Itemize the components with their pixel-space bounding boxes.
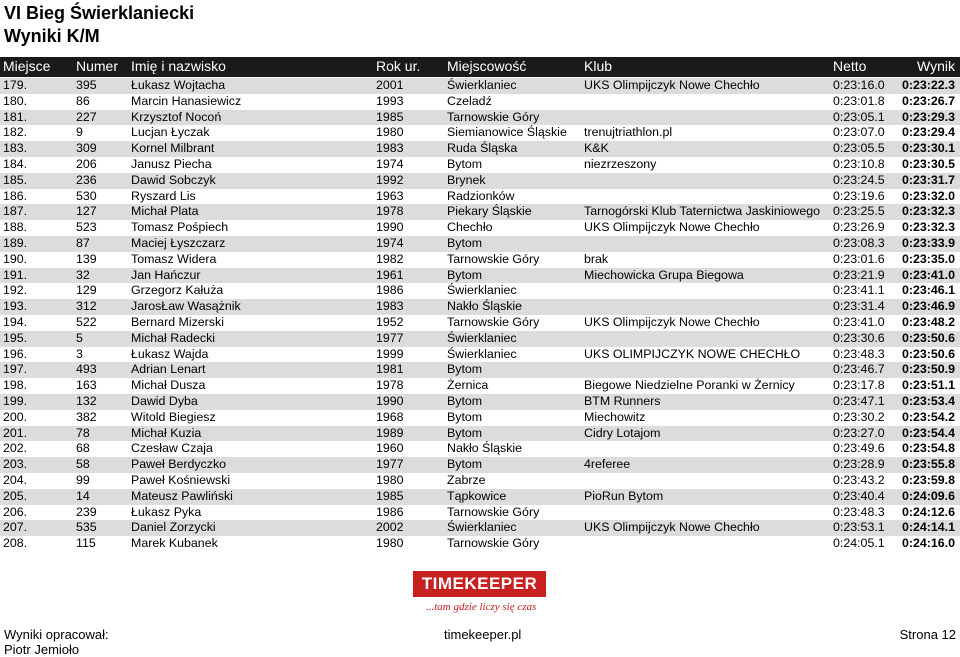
cell-miejsce: 199.: [3, 393, 28, 408]
cell-miejscowosc: Świerklaniec: [447, 346, 517, 361]
cell-imie: Tomasz Widera: [131, 251, 217, 266]
cell-wynik: 0:23:32.3: [901, 220, 955, 235]
table-row: [0, 220, 960, 236]
cell-miejscowosc: Tarnowskie Góry: [447, 109, 540, 124]
cell-miejscowosc: Tarnowskie Góry: [447, 536, 540, 551]
cell-rok: 1990: [376, 393, 404, 408]
cell-numer: 127: [76, 204, 97, 219]
cell-miejsce: 187.: [3, 204, 28, 219]
cell-klub: UKS Olimpijczyk Nowe Chechło: [584, 220, 760, 235]
cell-wynik: 0:23:30.1: [901, 141, 955, 156]
table-row: [0, 236, 960, 252]
cell-imie: Bernard Mizerski: [131, 314, 224, 329]
cell-numer: 129: [76, 283, 97, 298]
cell-netto: 0:23:24.5: [833, 172, 885, 187]
cell-numer: 395: [76, 78, 97, 92]
cell-numer: 522: [76, 314, 97, 329]
cell-wynik: 0:23:26.7: [901, 93, 955, 108]
table-row: [0, 426, 960, 442]
cell-rok: 1978: [376, 204, 404, 219]
cell-klub: UKS Olimpijczyk Nowe Chechło: [584, 78, 760, 92]
cell-miejsce: 185.: [3, 172, 28, 187]
cell-imie: Mateusz Pawliński: [131, 488, 233, 503]
cell-miejscowosc: Tarnowskie Góry: [447, 314, 540, 329]
table-row: [0, 268, 960, 284]
cell-netto: 0:24:05.1: [833, 536, 885, 551]
cell-imie: Michał Plata: [131, 204, 199, 219]
cell-imie: Łukasz Pyka: [131, 504, 202, 519]
cell-miejscowosc: Żernica: [447, 378, 489, 393]
cell-miejsce: 196.: [3, 346, 28, 361]
cell-rok: 1986: [376, 504, 404, 519]
cell-miejsce: 192.: [3, 283, 28, 298]
table-row: [0, 283, 960, 299]
cell-numer: 382: [76, 409, 97, 424]
cell-miejsce: 198.: [3, 378, 28, 393]
col-header-miejsce: Miejsce: [3, 58, 51, 74]
cell-numer: 58: [76, 457, 90, 472]
cell-netto: 0:23:17.8: [833, 378, 885, 393]
cell-netto: 0:23:43.2: [833, 472, 885, 487]
cell-wynik: 0:23:48.2: [901, 314, 955, 329]
cell-miejsce: 194.: [3, 314, 28, 329]
table-row: [0, 473, 960, 489]
cell-netto: 0:23:07.0: [833, 125, 885, 140]
cell-miejsce: 203.: [3, 457, 28, 472]
table-row: [0, 315, 960, 331]
cell-netto: 0:23:41.0: [833, 314, 885, 329]
cell-miejsce: 200.: [3, 409, 28, 424]
cell-rok: 1952: [376, 314, 404, 329]
table-row: [0, 252, 960, 268]
cell-miejsce: 182.: [3, 125, 28, 140]
cell-klub: Biegowe Niedzielne Poranki w Żernicy: [584, 378, 795, 393]
col-header-numer: Numer: [76, 58, 119, 74]
cell-numer: 139: [76, 251, 97, 266]
col-header-klub: Klub: [584, 58, 613, 74]
cell-netto: 0:23:30.2: [833, 409, 885, 424]
cell-wynik: 0:23:54.8: [901, 441, 955, 456]
footer-prepared-by: Piotr Jemioło: [4, 642, 80, 657]
cell-rok: 1980: [376, 125, 404, 140]
table-row: [0, 299, 960, 315]
cell-miejsce: 193.: [3, 299, 28, 314]
table-row: [0, 536, 960, 552]
cell-netto: 0:23:25.5: [833, 204, 885, 219]
cell-wynik: 0:23:51.1: [901, 378, 955, 393]
cell-miejscowosc: Bytom: [447, 425, 483, 440]
cell-rok: 2001: [376, 78, 404, 92]
cell-klub: 4referee: [584, 457, 631, 472]
cell-imie: Kornel Milbrant: [131, 141, 215, 156]
cell-miejsce: 206.: [3, 504, 28, 519]
cell-numer: 87: [76, 235, 90, 250]
cell-miejsce: 201.: [3, 425, 28, 440]
cell-numer: 163: [76, 378, 97, 393]
cell-netto: 0:23:31.4: [833, 299, 885, 314]
cell-numer: 132: [76, 393, 97, 408]
cell-wynik: 0:23:55.8: [901, 457, 955, 472]
cell-miejscowosc: Świerklaniec: [447, 283, 517, 298]
cell-imie: Dawid Dyba: [131, 393, 198, 408]
cell-numer: 236: [76, 172, 97, 187]
cell-klub: PioRun Bytom: [584, 488, 664, 503]
cell-netto: 0:23:10.8: [833, 156, 885, 171]
cell-wynik: 0:23:41.0: [901, 267, 955, 282]
cell-klub: K&K: [584, 141, 609, 156]
cell-numer: 9: [76, 125, 83, 140]
cell-rok: 1974: [376, 235, 404, 250]
cell-rok: 1968: [376, 409, 404, 424]
cell-miejscowosc: Świerklaniec: [447, 520, 517, 535]
cell-rok: 1999: [376, 346, 404, 361]
cell-numer: 535: [76, 520, 97, 535]
cell-wynik: 0:23:22.3: [901, 78, 955, 92]
cell-miejscowosc: Radzionków: [447, 188, 515, 203]
cell-numer: 78: [76, 425, 90, 440]
cell-rok: 1982: [376, 251, 404, 266]
cell-netto: 0:23:49.6: [833, 441, 885, 456]
cell-netto: 0:23:41.1: [833, 283, 885, 298]
cell-rok: 1985: [376, 109, 404, 124]
cell-imie: Paweł Kośniewski: [131, 472, 231, 487]
table-row: [0, 394, 960, 410]
cell-wynik: 0:23:31.7: [901, 172, 955, 187]
cell-klub: Tarnogórski Klub Taternictwa Jaskiniowego: [584, 204, 821, 219]
table-row: [0, 520, 960, 536]
table-row: [0, 378, 960, 394]
cell-imie: Michał Dusza: [131, 378, 206, 393]
col-header-miejscowosc: Miejscowość: [447, 58, 527, 74]
cell-klub: UKS Olimpijczyk Nowe Chechło: [584, 520, 760, 535]
cell-imie: Michał Kuzia: [131, 425, 202, 440]
cell-wynik: 0:23:50.6: [901, 330, 955, 345]
cell-miejsce: 208.: [3, 536, 28, 551]
cell-numer: 523: [76, 220, 97, 235]
cell-netto: 0:23:01.6: [833, 251, 885, 266]
cell-miejsce: 181.: [3, 109, 28, 124]
timekeeper-logo: [413, 571, 546, 597]
cell-rok: 1989: [376, 425, 404, 440]
cell-rok: 1978: [376, 378, 404, 393]
cell-miejscowosc: Tarnowskie Góry: [447, 251, 540, 266]
cell-miejscowosc: Bytom: [447, 393, 483, 408]
cell-miejscowosc: Brynek: [447, 172, 486, 187]
cell-klub: niezrzeszony: [584, 156, 657, 171]
cell-miejsce: 207.: [3, 520, 28, 535]
cell-netto: 0:23:53.1: [833, 520, 885, 535]
cell-miejscowosc: Bytom: [447, 362, 483, 377]
cell-miejscowosc: Świerklaniec: [447, 330, 517, 345]
cell-numer: 32: [76, 267, 90, 282]
cell-numer: 5: [76, 330, 83, 345]
cell-rok: 1961: [376, 267, 404, 282]
logo-text: TIMEKEEPER: [421, 574, 538, 593]
results-table: [0, 78, 960, 552]
cell-numer: 239: [76, 504, 97, 519]
cell-klub: brak: [584, 251, 609, 266]
cell-wynik: 0:23:29.4: [901, 125, 955, 140]
table-row: [0, 141, 960, 157]
col-header-netto: Netto: [833, 58, 867, 74]
cell-netto: 0:23:40.4: [833, 488, 885, 503]
cell-miejscowosc: Siemianowice Śląskie: [447, 125, 567, 140]
cell-rok: 1960: [376, 441, 404, 456]
cell-miejsce: 189.: [3, 235, 28, 250]
cell-numer: 227: [76, 109, 97, 124]
col-header-wynik: Wynik: [917, 58, 955, 74]
cell-miejscowosc: Ruda Śląska: [447, 141, 518, 156]
cell-rok: 1992: [376, 172, 404, 187]
cell-numer: 14: [76, 488, 90, 503]
cell-netto: 0:23:05.1: [833, 109, 885, 124]
cell-wynik: 0:24:09.6: [901, 488, 955, 503]
cell-imie: Jan Hańczur: [131, 267, 201, 282]
cell-rok: 1980: [376, 472, 404, 487]
table-row: [0, 157, 960, 173]
cell-netto: 0:23:08.3: [833, 235, 885, 250]
cell-netto: 0:23:01.8: [833, 93, 885, 108]
cell-miejscowosc: Nakło Śląskie: [447, 299, 523, 314]
table-row: [0, 78, 960, 94]
table-row: [0, 125, 960, 141]
cell-imie: Marcin Hanasiewicz: [131, 93, 242, 108]
cell-numer: 115: [76, 536, 96, 551]
cell-rok: 1986: [376, 283, 404, 298]
cell-miejsce: 197.: [3, 362, 28, 377]
cell-imie: JarosŁaw Wasążnik: [131, 299, 241, 314]
col-header-rok: Rok ur.: [376, 58, 421, 74]
cell-numer: 68: [76, 441, 90, 456]
cell-miejscowosc: Bytom: [447, 457, 483, 472]
cell-rok: 2002: [376, 520, 404, 535]
cell-wynik: 0:23:50.6: [901, 346, 955, 361]
footer-page-number: Strona 12: [899, 627, 956, 642]
cell-miejsce: 195.: [3, 330, 28, 345]
cell-miejscowosc: Nakło Śląskie: [447, 441, 523, 456]
cell-klub: UKS Olimpijczyk Nowe Chechło: [584, 314, 760, 329]
table-row: [0, 489, 960, 505]
col-header-imie: Imię i nazwisko: [131, 58, 226, 74]
cell-imie: Janusz Piecha: [131, 156, 212, 171]
table-row: [0, 331, 960, 347]
cell-wynik: 0:23:30.5: [901, 156, 955, 171]
cell-imie: Krzysztof Nocoń: [131, 109, 222, 124]
cell-wynik: 0:23:32.3: [901, 204, 955, 219]
table-row: [0, 505, 960, 521]
cell-numer: 530: [76, 188, 97, 203]
cell-netto: 0:23:21.9: [833, 267, 885, 282]
cell-wynik: 0:23:53.4: [901, 393, 955, 408]
cell-netto: 0:23:47.1: [833, 393, 885, 408]
cell-imie: Łukasz Wojtacha: [131, 78, 226, 92]
cell-miejscowosc: Świerklaniec: [447, 78, 517, 92]
cell-numer: 493: [76, 362, 97, 377]
cell-netto: 0:23:48.3: [833, 504, 885, 519]
cell-wynik: 0:23:59.8: [901, 472, 955, 487]
cell-netto: 0:23:27.0: [833, 425, 885, 440]
cell-imie: Łukasz Wajda: [131, 346, 209, 361]
cell-miejsce: 204.: [3, 472, 28, 487]
cell-rok: 1990: [376, 220, 404, 235]
page-title: VI Bieg Świerklaniecki: [4, 3, 195, 23]
cell-rok: 1981: [376, 362, 404, 377]
cell-numer: 312: [76, 299, 97, 314]
cell-numer: 86: [76, 93, 90, 108]
footer-prepared-label: Wyniki opracował:: [4, 627, 109, 642]
cell-miejsce: 184.: [3, 156, 28, 171]
cell-imie: Marek Kubanek: [131, 536, 218, 551]
cell-miejscowosc: Bytom: [447, 235, 483, 250]
cell-wynik: 0:23:29.3: [901, 109, 955, 124]
cell-netto: 0:23:05.5: [833, 141, 885, 156]
cell-imie: Lucjan Łyczak: [131, 125, 210, 140]
cell-imie: Paweł Berdyczko: [131, 457, 227, 472]
cell-netto: 0:23:19.6: [833, 188, 885, 203]
table-row: [0, 110, 960, 126]
cell-imie: Michał Radecki: [131, 330, 216, 345]
cell-miejsce: 183.: [3, 141, 28, 156]
cell-imie: Dawid Sobczyk: [131, 172, 216, 187]
cell-klub: Miechowicka Grupa Biegowa: [584, 267, 744, 282]
cell-netto: 0:23:46.7: [833, 362, 885, 377]
cell-imie: Grzegorz Kałuża: [131, 283, 224, 298]
cell-imie: Maciej Łyszczarz: [131, 235, 226, 250]
footer-website: timekeeper.pl: [444, 627, 522, 642]
cell-klub: BTM Runners: [584, 393, 661, 408]
cell-miejscowosc: Tarnowskie Góry: [447, 504, 540, 519]
cell-imie: Witold Biegiesz: [131, 409, 216, 424]
cell-rok: 1993: [376, 93, 404, 108]
cell-numer: 206: [76, 156, 97, 171]
cell-rok: 1983: [376, 141, 404, 156]
table-header: [0, 57, 960, 77]
logo-tagline: ...tam gdzie liczy się czas: [426, 601, 537, 613]
cell-wynik: 0:24:16.0: [901, 536, 955, 551]
cell-imie: Tomasz Pośpiech: [131, 220, 229, 235]
cell-klub: Miechowitz: [584, 409, 646, 424]
cell-rok: 1977: [376, 330, 404, 345]
cell-miejscowosc: Bytom: [447, 409, 483, 424]
cell-imie: Ryszard Lis: [131, 188, 196, 203]
cell-wynik: 0:23:50.9: [901, 362, 955, 377]
table-row: [0, 173, 960, 189]
table-row: [0, 410, 960, 426]
cell-klub: UKS OLIMPIJCZYK NOWE CHECHŁO: [584, 346, 801, 361]
cell-rok: 1977: [376, 457, 404, 472]
cell-rok: 1980: [376, 536, 404, 551]
cell-imie: Daniel Zorzycki: [131, 520, 216, 535]
cell-miejsce: 180.: [3, 93, 28, 108]
cell-miejsce: 179.: [3, 78, 28, 92]
cell-miejscowosc: Tąpkowice: [447, 488, 507, 503]
page-subtitle: Wyniki K/M: [4, 26, 100, 46]
cell-netto: 0:23:48.3: [833, 346, 885, 361]
table-row: [0, 347, 960, 363]
cell-wynik: 0:23:46.1: [901, 283, 955, 298]
cell-wynik: 0:24:14.1: [901, 520, 955, 535]
table-row: [0, 362, 960, 378]
cell-miejscowosc: Bytom: [447, 267, 483, 282]
cell-miejscowosc: Bytom: [447, 156, 483, 171]
cell-miejsce: 190.: [3, 251, 28, 266]
cell-miejsce: 205.: [3, 488, 28, 503]
cell-imie: Adrian Lenart: [131, 362, 206, 377]
cell-klub: Cidry Lotajom: [584, 425, 661, 440]
cell-imie: Czesław Czaja: [131, 441, 213, 456]
cell-klub: trenujtriathlon.pl: [584, 125, 673, 140]
cell-numer: 309: [76, 141, 97, 156]
cell-rok: 1983: [376, 299, 404, 314]
cell-wynik: 0:23:32.0: [901, 188, 955, 203]
cell-miejsce: 186.: [3, 188, 28, 203]
cell-miejscowosc: Czeladź: [447, 93, 492, 108]
cell-netto: 0:23:16.0: [833, 78, 885, 92]
table-row: [0, 441, 960, 457]
cell-netto: 0:23:28.9: [833, 457, 885, 472]
cell-netto: 0:23:30.6: [833, 330, 885, 345]
table-row: [0, 204, 960, 220]
table-row: [0, 94, 960, 110]
cell-miejscowosc: Zabrze: [447, 472, 486, 487]
cell-numer: 3: [76, 346, 83, 361]
cell-miejsce: 188.: [3, 220, 28, 235]
cell-wynik: 0:23:46.9: [901, 299, 955, 314]
cell-miejscowosc: Chechło: [447, 220, 493, 235]
table-row: [0, 457, 960, 473]
cell-rok: 1963: [376, 188, 404, 203]
cell-rok: 1974: [376, 156, 404, 171]
cell-miejscowosc: Piekary Śląskie: [447, 204, 532, 219]
table-row: [0, 189, 960, 205]
cell-rok: 1985: [376, 488, 404, 503]
cell-wynik: 0:23:33.9: [901, 235, 955, 250]
cell-netto: 0:23:26.9: [833, 220, 885, 235]
cell-wynik: 0:23:35.0: [901, 251, 955, 266]
cell-wynik: 0:23:54.2: [901, 409, 955, 424]
cell-numer: 99: [76, 472, 90, 487]
cell-miejsce: 202.: [3, 441, 28, 456]
cell-wynik: 0:23:54.4: [901, 425, 955, 440]
cell-wynik: 0:24:12.6: [901, 504, 955, 519]
cell-miejsce: 191.: [3, 267, 28, 282]
